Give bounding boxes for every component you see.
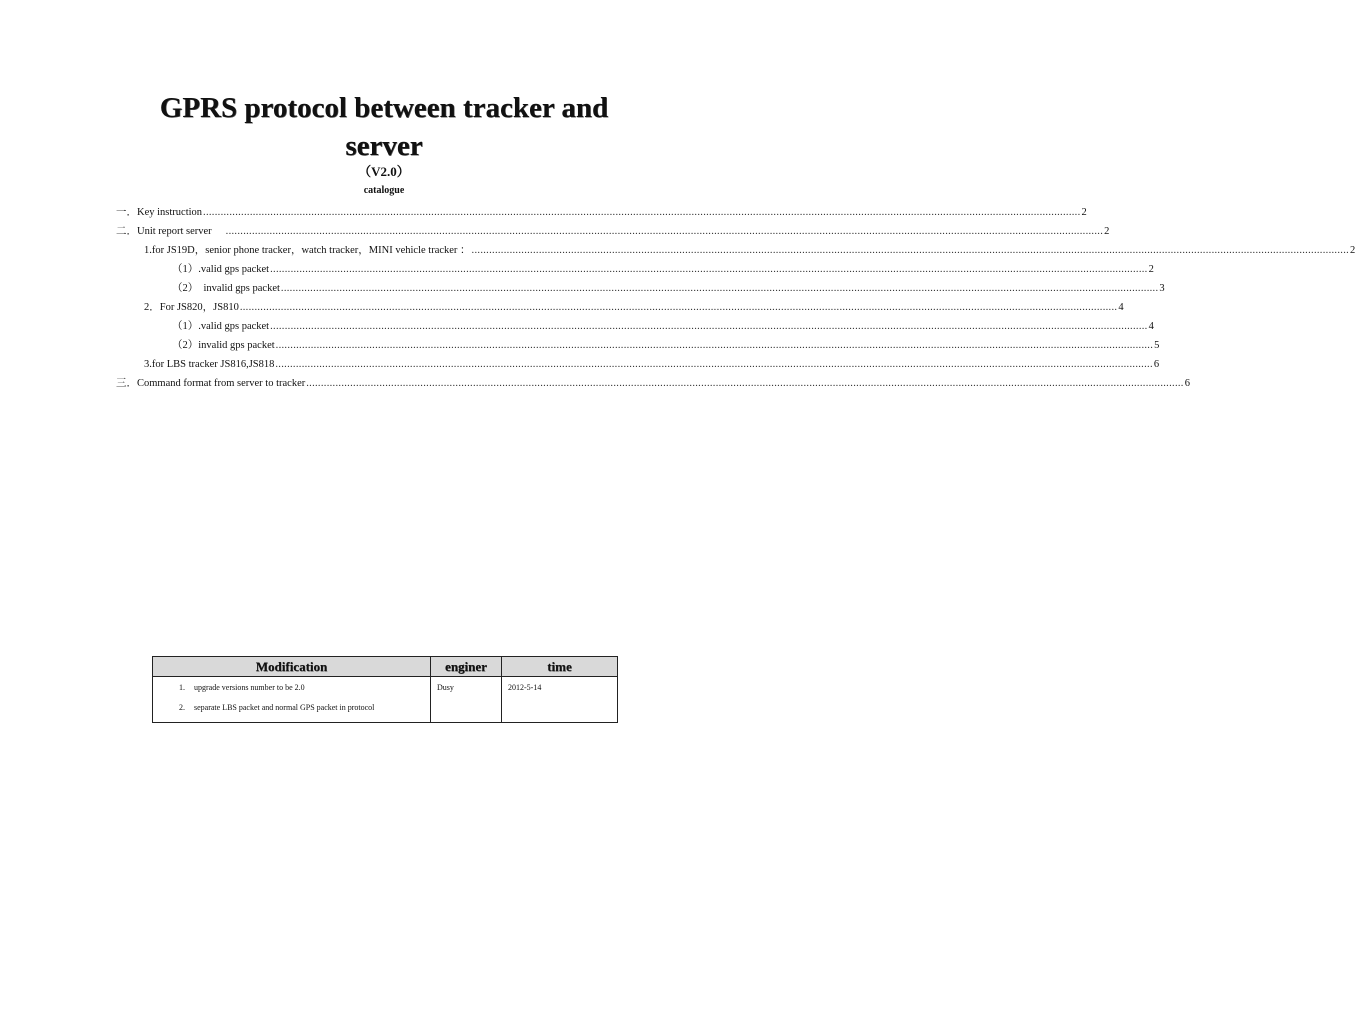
list-item-text: separate LBS packet and normal GPS packet in protocol xyxy=(194,703,375,712)
toc-entry-text: For JS820，JS810 xyxy=(159,302,239,313)
toc-entry-number: 二． xyxy=(116,226,137,237)
list-item-number: 1. xyxy=(179,683,185,692)
toc-leader-dots: ............................................................................................................................................................................................................................................................................................................ xyxy=(471,245,1350,256)
document-title-line-1: GPRS protocol between tracker and xyxy=(159,92,609,124)
toc-entry-page: 2 xyxy=(1081,207,1087,218)
toc-entry-page: 3 xyxy=(1159,283,1165,294)
table-row xyxy=(153,677,618,723)
toc-entry[interactable] xyxy=(172,277,1165,296)
toc-entry-number: 三． xyxy=(116,378,137,389)
toc-leader-dots: ............................................................................................................................................................................................................................................................................................................ xyxy=(306,378,1184,389)
toc-entry-page: 4 xyxy=(1148,321,1154,332)
modification-table xyxy=(152,656,618,723)
toc-entry-page: 6 xyxy=(1153,359,1160,370)
toc-leader-dots: ............................................................................................................................................................................................................................................................................................................ xyxy=(275,359,1153,370)
toc-entry-number: 2． xyxy=(144,302,160,313)
toc-entry-text: Unit report server xyxy=(137,226,212,237)
toc-entry-text: Key instruction xyxy=(137,207,203,218)
document-version: （V2.0） xyxy=(358,164,410,179)
engineer-name: Dusy xyxy=(437,683,454,692)
toc-entry-page: 6 xyxy=(1184,378,1190,389)
toc-entry[interactable] xyxy=(172,334,1160,353)
toc-entry-page: 4 xyxy=(1118,302,1124,313)
column-header-time: time xyxy=(502,657,618,677)
toc-entry-text: .valid gps packet xyxy=(198,321,270,332)
document-title-line-2: server xyxy=(345,130,423,162)
toc-entry-number: （1） xyxy=(172,321,199,332)
toc-entry-text: invalid gps packet xyxy=(198,283,280,294)
toc-entry-page: 5 xyxy=(1154,340,1160,351)
modification-date: 2012-5-14 xyxy=(508,683,542,692)
toc-entry-page: 2 xyxy=(1350,245,1355,256)
time-cell xyxy=(502,677,618,723)
list-item-text: upgrade versions number to be 2.0 xyxy=(194,683,305,692)
toc-entry[interactable] xyxy=(116,201,1087,220)
toc-entry-text: .valid gps packet xyxy=(198,264,270,275)
toc-entry-page: 2 xyxy=(1148,264,1154,275)
toc-entry-text: Command format from server to tracker xyxy=(137,378,306,389)
toc-entry[interactable] xyxy=(144,353,1160,372)
toc-leader-dots: ............................................................................................................................................................................................................................................................................................................ xyxy=(270,264,1148,275)
toc-leader-dots: ............................................................................................................................................................................................................................................................................................................ xyxy=(270,321,1148,332)
toc-entry[interactable] xyxy=(116,220,1110,239)
modification-cell xyxy=(153,677,431,723)
toc-leader-dots: ............................................................................................................................................................................................................................................................................................................ xyxy=(225,226,1104,237)
catalogue-heading: catalogue xyxy=(363,185,405,196)
toc-entry-number: 一． xyxy=(116,207,137,218)
toc-entry[interactable] xyxy=(116,372,1190,391)
toc-entry[interactable] xyxy=(144,239,1355,258)
toc-leader-dots: ............................................................................................................................................................................................................................................................................................................ xyxy=(280,283,1159,294)
toc-entry-text: invalid gps packet xyxy=(198,340,275,351)
list-item-number: 2. xyxy=(179,703,185,712)
toc-entry[interactable] xyxy=(172,315,1154,334)
toc-leader-dots: ............................................................................................................................................................................................................................................................................................................ xyxy=(203,207,1081,218)
list-item xyxy=(153,702,430,722)
toc-leader-dots: ............................................................................................................................................................................................................................................................................................................ xyxy=(275,340,1154,351)
toc-entry[interactable] xyxy=(172,258,1154,277)
toc-entry-text: 1.for JS19D，senior phone tracker，watch tracker，MINI vehicle tracker ： xyxy=(144,245,471,256)
modification-list xyxy=(153,677,430,722)
toc-entry-number: （1） xyxy=(172,264,199,275)
table-header-row xyxy=(153,657,618,677)
toc-entry[interactable] xyxy=(144,296,1124,315)
engineer-cell xyxy=(431,677,502,723)
list-item xyxy=(153,682,430,702)
column-header-engineer: enginer xyxy=(431,657,502,677)
toc-entry-text: 3.for LBS tracker JS816,JS818 xyxy=(144,359,275,370)
toc-entry-number: （2） xyxy=(172,340,199,351)
toc-entry-page: 2 xyxy=(1104,226,1110,237)
toc-entry-number: （2） xyxy=(172,283,199,294)
toc-leader-dots: ............................................................................................................................................................................................................................................................................................................ xyxy=(239,302,1118,313)
column-header-modification: Modification xyxy=(153,657,431,677)
